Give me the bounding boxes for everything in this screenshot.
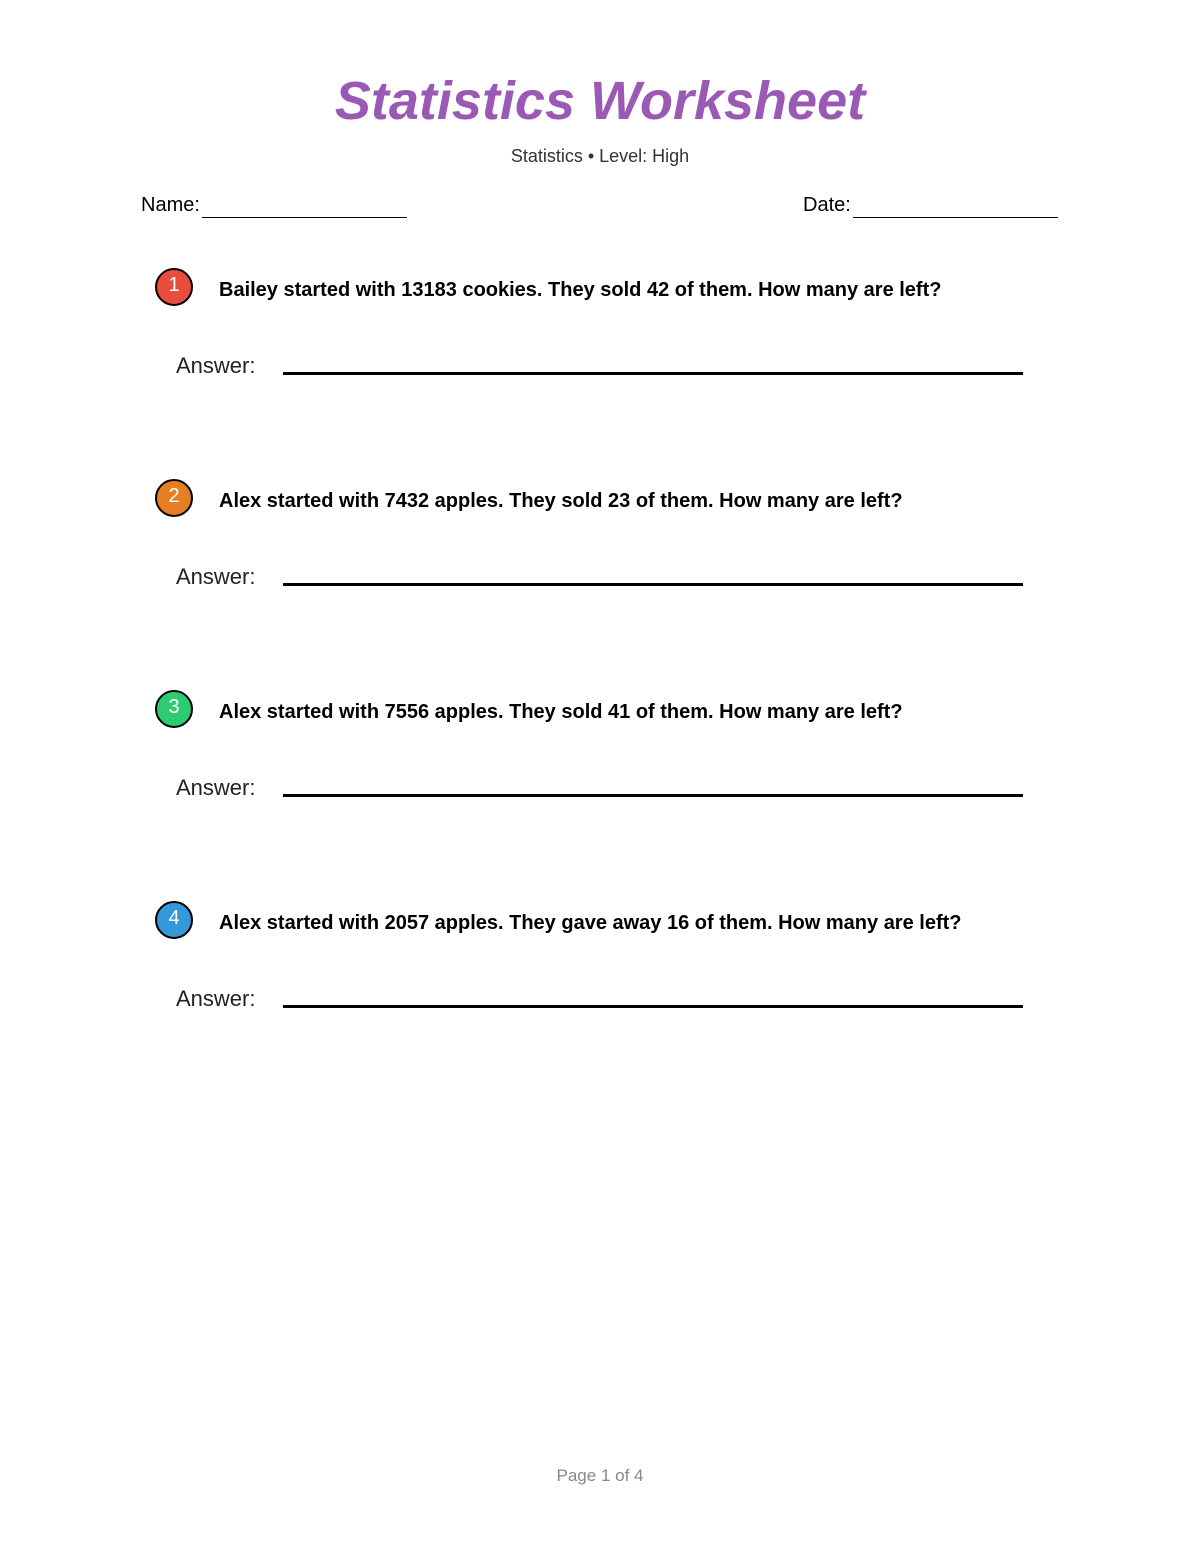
answer-line[interactable] (283, 583, 1023, 586)
date-blank-line[interactable] (853, 197, 1058, 218)
question-item (0, 901, 1200, 1041)
date-field (803, 192, 1058, 218)
question-text: Alex started with 7556 apples. They sold 41 of them. How many are left? (219, 701, 903, 723)
question-number-badge: 2 (155, 479, 193, 517)
answer-label: Answer: (176, 353, 256, 378)
date-label: Date: (803, 194, 851, 216)
answer-line[interactable] (283, 1005, 1023, 1008)
worksheet-subtitle: Statistics • Level: High (510, 146, 690, 166)
question-text: Alex started with 7432 apples. They sold 23 of them. How many are left? (219, 490, 903, 512)
question-item (0, 479, 1200, 619)
question-item (0, 690, 1200, 830)
answer-label: Answer: (176, 986, 256, 1011)
question-item (0, 268, 1200, 408)
question-text: Alex started with 2057 apples. They gave away 16 of them. How many are left? (219, 912, 962, 934)
answer-line[interactable] (283, 372, 1023, 375)
question-number-badge: 3 (155, 690, 193, 728)
question-number-badge: 4 (155, 901, 193, 939)
name-field (141, 192, 407, 218)
name-blank-line[interactable] (202, 197, 407, 218)
answer-label: Answer: (176, 564, 256, 589)
worksheet-title: Statistics Worksheet (334, 71, 866, 131)
question-text: Bailey started with 13183 cookies. They sold 42 of them. How many are left? (219, 279, 942, 301)
question-number-badge: 1 (155, 268, 193, 306)
page-number: Page 1 of 4 (556, 1466, 644, 1485)
answer-label: Answer: (176, 775, 256, 800)
answer-line[interactable] (283, 794, 1023, 797)
name-label: Name: (141, 194, 200, 216)
